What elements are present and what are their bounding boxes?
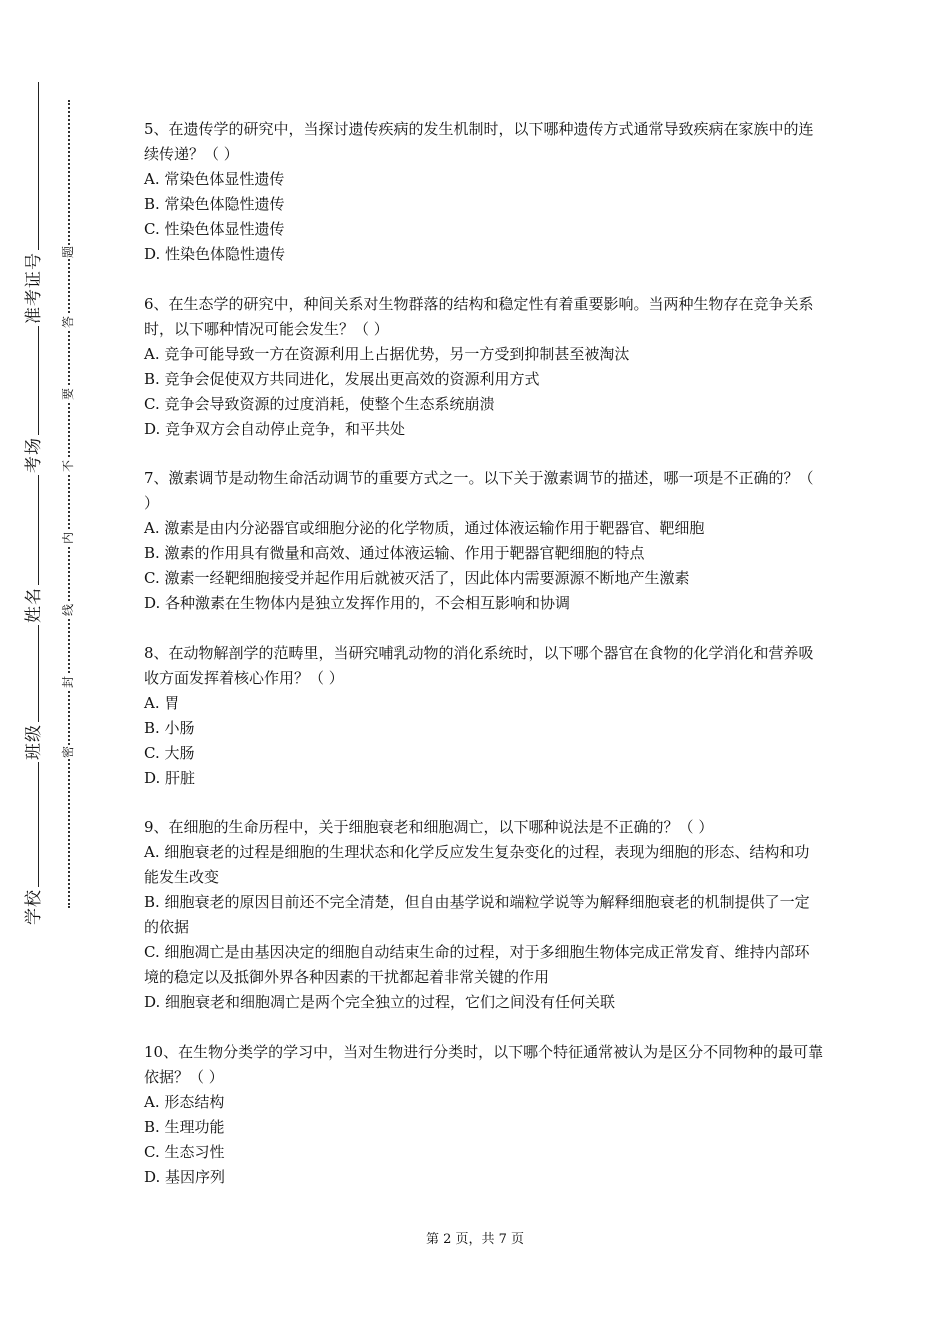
option-a: A. 竞争可能导致一方在资源利用上占据优势，另一方受到抑制甚至被淘汰 (144, 344, 630, 363)
option-d: D. 各种激素在生物体内是独立发挥作用的，不会相互影响和协调 (144, 594, 571, 612)
option-b: B. 小肠 (144, 718, 195, 737)
seal-char: 要 (61, 387, 75, 401)
question-list (144, 117, 824, 1214)
class-label: 班级 (24, 724, 44, 760)
question-5 (144, 117, 824, 267)
option-a: A. 激素是由内分泌器官或细胞分泌的化学物质，通过体液运输作用于靶器官、靶细胞 (144, 519, 705, 537)
option-b: B. 竞争会促使双方共同进化，发展出更高效的资源利用方式 (144, 369, 540, 388)
option-c: C. 竞争会导致资源的过度消耗，使整个生态系统崩溃 (144, 394, 495, 413)
name-label: 姓名 (24, 587, 44, 623)
question-6 (144, 292, 824, 442)
option-c: C. 细胞凋亡是由基因决定的细胞自动结束生命的过程，对于多细胞生物体完成正常发育、维持内部环境的稳定以及抵御外界各种因素的干扰都起着非常关键的作用 (144, 943, 810, 986)
option-c: C. 生态习性 (144, 1142, 225, 1161)
option-b: B. 激素的作用具有微量和高效、通过体液运输、作用于靶器官靶细胞的特点 (144, 544, 645, 562)
option-a: A. 胃 (144, 693, 180, 712)
exam-room-label: 考场 (24, 437, 44, 473)
question-stem: 8、在动物解剖学的范畴里，当研究哺乳动物的消化系统时，以下哪个器官在食物的化学消化和营养吸收方面发挥着核心作用？（ ） (144, 643, 814, 687)
question-7 (144, 466, 824, 616)
option-c: C. 激素一经靶细胞接受并起作用后就被灭活了，因此体内需要源源不断地产生激素 (144, 569, 690, 587)
question-stem: 6、在生态学的研究中，种间关系对生物群落的结构和稳定性有着重要影响。当两种生物存在竞争关系时，以下哪种情况可能会发生？（ ） (144, 294, 814, 338)
admission-number-label: 准考证号 (24, 252, 44, 324)
seal-char: 答 (61, 315, 75, 329)
option-b: B. 常染色体隐性遗传 (144, 195, 285, 213)
binding-solid-line (38, 82, 39, 918)
option-a: A. 形态结构 (144, 1092, 225, 1111)
option-d: D. 基因序列 (144, 1167, 226, 1186)
option-d: D. 竞争双方会自动停止竞争，和平共处 (144, 419, 406, 438)
option-b: B. 细胞衰老的原因目前还不完全清楚，但自由基学说和端粒学说等为解释细胞衰老的机制提供了一定的依据 (144, 893, 810, 936)
question-stem: 7、激素调节是动物生命活动调节的重要方式之一。以下关于激素调节的描述，哪一项是不正确的？（ ） (144, 469, 814, 512)
seal-char: 密 (61, 745, 75, 759)
seal-char: 内 (61, 531, 75, 545)
question-stem: 9、在细胞的生命历程中，关于细胞衰老和细胞凋亡，以下哪种说法是不正确的？（ ） (144, 818, 714, 836)
option-a: A. 细胞衰老的过程是细胞的生理状态和化学反应发生复杂变化的过程，表现为细胞的形态、结构和功能发生改变 (144, 843, 810, 886)
page-number: 第 2 页，共 7 页 (425, 1232, 525, 1247)
question-9 (144, 815, 824, 1015)
question-10 (144, 1040, 824, 1190)
school-label: 学校 (24, 889, 44, 925)
option-d: D. 性染色体隐性遗传 (144, 245, 286, 263)
seal-char: 题 (61, 245, 75, 259)
option-c: C. 性染色体显性遗传 (144, 220, 285, 238)
option-d: D. 细胞衰老和细胞凋亡是两个完全独立的过程，它们之间没有任何关联 (144, 993, 616, 1011)
seal-char: 不 (61, 459, 75, 473)
question-8 (144, 641, 824, 791)
seal-char: 线 (61, 603, 75, 617)
option-b: B. 生理功能 (144, 1117, 225, 1136)
seal-char: 封 (61, 675, 75, 689)
question-stem: 10、在生物分类学的学习中，当对生物进行分类时，以下哪个特征通常被认为是区分不同物种的最可靠依据？（ ） (144, 1042, 824, 1086)
question-stem: 5、在遗传学的研究中，当探讨遗传疾病的发生机制时，以下哪种遗传方式通常导致疾病在家族中的连续传递？（ ） (144, 120, 814, 163)
binding-dotted-line (68, 100, 70, 908)
option-c: C. 大肠 (144, 743, 195, 762)
option-a: A. 常染色体显性遗传 (144, 170, 285, 188)
option-d: D. 肝脏 (144, 768, 196, 787)
